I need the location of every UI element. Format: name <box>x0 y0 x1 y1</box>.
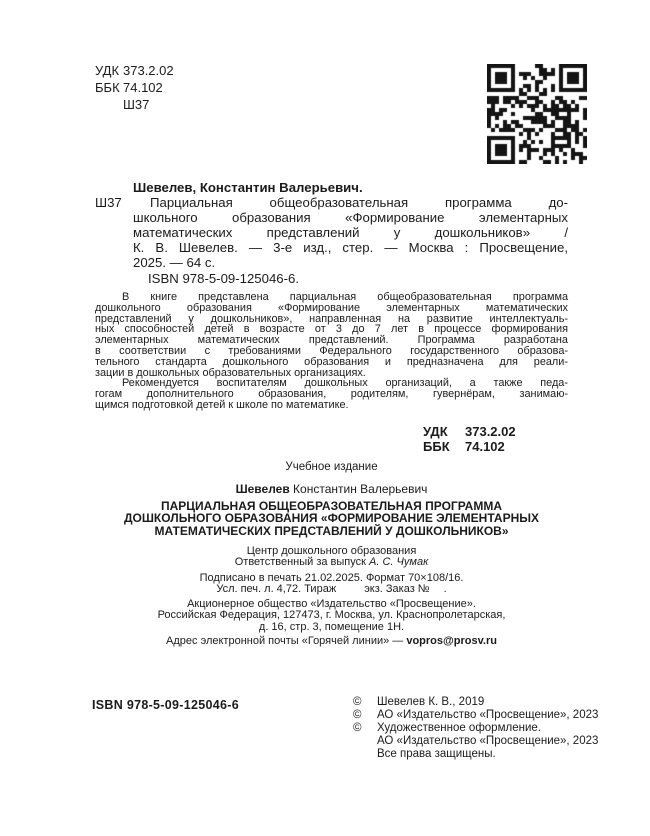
annotation-udk-value: 373.2.02 <box>465 424 516 439</box>
press-sheets-line <box>95 584 568 596</box>
annotation-line: в соответствии с требованиями Федерального государственного образова- <box>95 344 568 357</box>
publisher: Акционерное общество «Издательство «Просвещение». <box>187 597 476 610</box>
annotation-udk <box>423 424 516 439</box>
description-line: К. В. Шевелев. — 3-е изд., стер. — Москва : Просвещение, <box>133 240 568 255</box>
book-title-line: ПАРЦИАЛЬНАЯ ОБЩЕОБРАЗОВАТЕЛЬНАЯ ПРОГРАММА <box>161 499 502 513</box>
responsible-editor-prefix: Ответственный за выпуск <box>234 556 370 569</box>
edition-type: Учебное издание <box>285 461 378 473</box>
book-title <box>95 500 568 537</box>
annotation-line: Рекомендуется воспитателям дошкольных организаций, а также педа- <box>122 377 568 390</box>
annotation-bbk-label: ББК <box>423 439 450 454</box>
top-classification-codes <box>95 62 174 113</box>
copyright-text: АО «Издательство «Просвещение», 2023 <box>377 709 599 722</box>
description-line: школьного образования «Формирование элементарных <box>133 210 568 225</box>
copyright-symbol: © <box>353 709 362 722</box>
responsible-editor-name: А. С. Чумак <box>369 556 429 569</box>
bbk-code <box>95 79 174 96</box>
copyright-item <box>353 722 598 735</box>
annotation-line: представлений у дошкольников», направленная на развитие интеллектуаль- <box>95 312 568 325</box>
shelf-code-margin: Ш37 <box>95 195 122 210</box>
responsible-editor <box>95 557 568 569</box>
udk-value: 373.2.02 <box>123 63 174 78</box>
qr-code-container <box>487 64 587 164</box>
bibliographic-description <box>95 195 568 270</box>
annotation-classification-codes <box>423 424 516 454</box>
department: Центр дошкольного образования <box>246 544 417 557</box>
copyright-text: Шевелев К. В., 2019 <box>377 696 485 708</box>
colophon <box>95 461 568 648</box>
copyright-symbol: © <box>353 722 362 735</box>
udk-label: УДК <box>95 63 120 78</box>
bbk-label: ББК <box>95 80 120 95</box>
colophon-author-name: Константин Валерьевич <box>289 482 428 496</box>
copyright-item <box>353 696 598 709</box>
book-title-line: ДОШКОЛЬНОГО ОБРАЗОВАНИЯ «ФОРМИРОВАНИЕ ЭЛЕМЕНТАРНЫХ <box>123 511 539 526</box>
copyright-text: Художественное оформление. <box>377 722 541 735</box>
hotline-email-line <box>95 636 568 648</box>
annotation-line: гогам дополнительного образования, родителям, гувернёрам, занимаю- <box>95 388 568 401</box>
book-title-line: МАТЕМАТИЧЕСКИХ ПРЕДСТАВЛЕНИЙ У ДОШКОЛЬНИКОВ» <box>154 523 509 538</box>
bbk-value: 74.102 <box>123 80 163 95</box>
bibliographic-block <box>95 180 568 286</box>
copyright-item <box>353 748 598 761</box>
annotation-line: зации в дошкольных образовательных организациях. <box>95 366 366 379</box>
description-line: 2025. — 64 с. <box>133 255 216 270</box>
press-sheets-period: . <box>443 583 447 596</box>
shelf-code: Ш37 <box>123 97 150 112</box>
annotation-udk-label: УДК <box>423 424 448 439</box>
print-info: Подписано в печать 21.02.2025. Формат 70×108/16. <box>199 571 464 584</box>
annotation-bbk <box>423 439 516 454</box>
hotline-email-prefix: Адрес электронной почты «Горячей линии» — <box>166 635 407 648</box>
hotline-email: vopros@prosv.ru <box>406 635 497 648</box>
annotation-line: элементарных математических представлений. Программа разработана <box>95 334 568 347</box>
annotation-line: щимся подготовкой детей к школе по математике. <box>95 398 349 411</box>
annotation-line: дошкольного образования «Формирование элементарных математических <box>95 301 568 314</box>
footer-isbn: ISBN 978-5-09-125046-6 <box>92 698 239 712</box>
udk-code <box>95 62 174 79</box>
copyright-list <box>353 696 598 761</box>
publisher-address-line1: Российская Федерация, 127473, г. Москва, ул. Краснопролетарская, <box>157 609 506 622</box>
description-line: Парциальная общеобразовательная программа до- <box>150 195 568 210</box>
order-number-text: экз. Заказ № <box>364 583 430 596</box>
author-heading: Шевелев, Константин Валерьевич. <box>133 180 363 195</box>
isbn-line: ISBN 978-5-09-125046-6. <box>148 271 300 286</box>
copyright-item <box>353 735 598 748</box>
press-sheets-text: Усл. печ. л. 4,72. Тираж <box>216 583 337 596</box>
annotation <box>95 292 568 411</box>
copyright-text: АО «Издательство «Просвещение», 2023 <box>377 735 599 748</box>
publisher-address-line2: д. 16, стр. 3, помещение 1Н. <box>258 620 405 633</box>
colophon-author-surname: Шевелев <box>235 482 290 496</box>
annotation-line: В книге представлена парциальная общеобразовательная программа <box>122 291 568 303</box>
copyright-symbol: © <box>353 696 362 708</box>
annotation-line: тельного стандарта дошкольного образования и предназначена для реали- <box>95 355 568 368</box>
qr-code-icon <box>487 64 587 164</box>
description-line: математических представлений у дошкольников» / <box>133 225 568 240</box>
copyright-item <box>353 709 598 722</box>
annotation-line: ных способностей детей в возрасте от 3 до 7 лет в процессе формирования <box>95 323 568 336</box>
copyright-text: Все права защищены. <box>377 748 496 761</box>
colophon-author <box>95 483 568 496</box>
annotation-bbk-value: 74.102 <box>465 439 505 454</box>
